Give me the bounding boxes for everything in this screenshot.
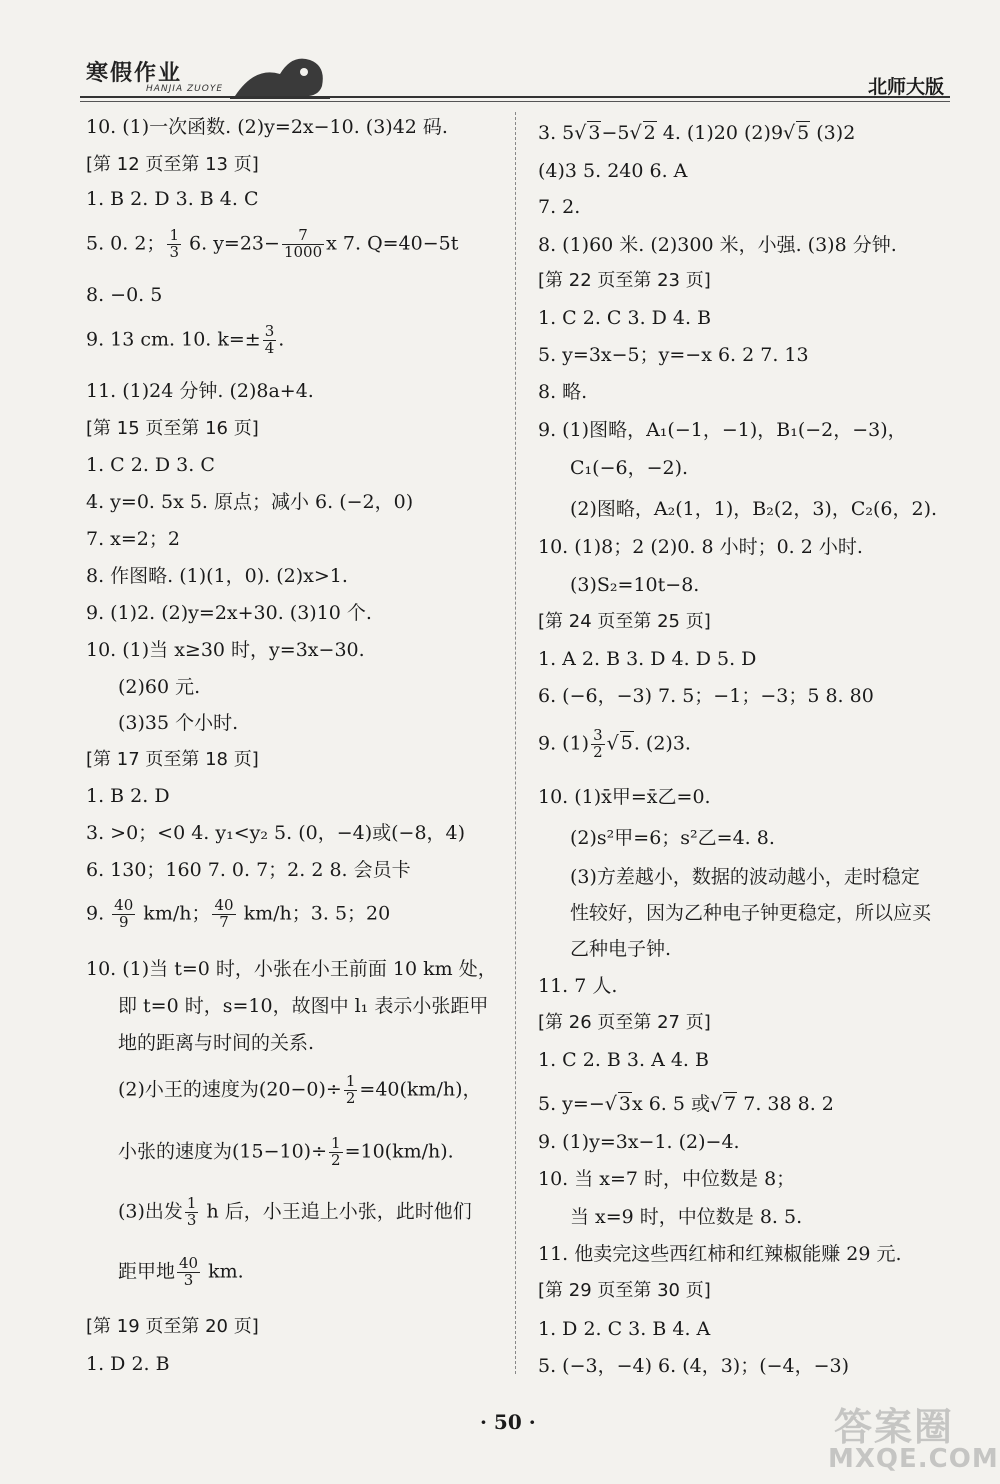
answer-line: 4. y=0. 5x 5. 原点；减小 6. (−2，0) (86, 491, 414, 513)
fraction: $\frac{3}{4}$ (264, 322, 275, 357)
answer-line: 8. 略. (538, 381, 588, 403)
answer-line: 9. (1)图略，A₁(−1，−1)，B₁(−2，−3)， (538, 419, 907, 441)
watermark-logo (814, 1394, 999, 1478)
answer-line: (3)出发 $\frac{1}{3}$ h 后，小王追上小张，此时他们 (118, 1194, 472, 1229)
answer-line: 9. $\frac{40}{9}$ km/h； $\frac{40}{7}$ km/h；3. 5；20 (86, 896, 391, 931)
fraction: $\frac{3}{2}$ (593, 726, 603, 761)
answer-line: (2)图略，A₂(1，1)，B₂(2，3)，C₂(6，2). (570, 498, 938, 520)
answer-line: (4)3 5. 240 6. A (538, 160, 688, 182)
section-heading: [第 29 页至第 30 页] (538, 1280, 711, 1301)
answer-line: 地的距离与时间的关系. (118, 1032, 315, 1054)
answer-line: 1. C 2. C 3. D 4. B (538, 307, 712, 329)
column-divider (515, 112, 516, 1374)
answer-line: 9. (1)2. (2)y=2x+30. (3)10 个. (86, 602, 372, 624)
answer-line: 10. (1)当 x≥30 时，y=3x−30. (86, 639, 365, 661)
answer-line: 9. 13 cm. 10. k=± $\frac{3}{4}$ . (86, 322, 285, 357)
section-heading: [第 24 页至第 25 页] (538, 611, 711, 632)
page-header (80, 40, 950, 102)
answer-line: 当 x=9 时，中位数是 8. 5. (570, 1206, 803, 1228)
answer-line: 8. (1)60 米. (2)300 米，小强. (3)8 分钟. (538, 234, 897, 256)
answer-line: C₁(−6，−2). (570, 457, 689, 479)
answer-line: 乙种电子钟. (570, 938, 672, 960)
watermark-url: MXQE.COM (828, 1444, 999, 1474)
answer-line: 性较好，因为乙种电子钟更稳定，所以应买 (570, 902, 932, 924)
answer-line: 10. (1)x̄甲=x̄乙=0. (538, 786, 711, 808)
fraction: $\frac{40}{9}$ (114, 896, 134, 931)
answer-line: (3)方差越小，数据的波动越小，走时稳定 (570, 866, 920, 888)
answer-line: 11. (1)24 分钟. (2)8a+4. (86, 380, 314, 402)
answer-line: 3. >0；<0 4. y₁<y₂ 5. (0，−4)或(−8，4) (86, 822, 466, 844)
answer-line: 8. 作图略. (1)(1，0). (2)x>1. (86, 565, 348, 587)
section-heading: [第 12 页至第 13 页] (86, 154, 259, 175)
fraction: $\frac{7}{1000}$ (283, 226, 323, 261)
section-heading: [第 22 页至第 23 页] (538, 270, 711, 291)
answer-line: (2)小王的速度为(20−0)÷ $\frac{1}{2}$ =40(km/h)， (118, 1072, 482, 1107)
answer-line: 小张的速度为(15−10)÷ $\frac{1}{2}$ =10(km/h). (118, 1134, 454, 1169)
answer-line: 即 t=0 时，s=10，故图中 l₁ 表示小张距甲 (118, 995, 489, 1017)
answer-line: (2)60 元. (118, 676, 201, 698)
answer-line: 5. y=−√ 3x 6. 5 或√ 7 7. 38 8. 2 (538, 1093, 834, 1115)
answer-line: (3)35 个小时. (118, 712, 239, 734)
answer-line: 5. 0. 2； $\frac{1}{3}$ 6. y=23− $\frac{7}{1000}$ x 7. Q=40−5t (86, 226, 459, 261)
answer-line: 1. D 2. B (86, 1353, 170, 1375)
answer-line: 6. (−6，−3) 7. 5；−1；−3；5 8. 80 (538, 685, 874, 707)
answer-line: 11. 7 人. (538, 975, 618, 997)
header-rule-thin (80, 101, 950, 102)
fraction: $\frac{1}{3}$ (186, 1194, 197, 1229)
answer-line: (3)S₂=10t−8. (570, 574, 700, 596)
fraction: $\frac{40}{3}$ (179, 1254, 199, 1289)
answer-line: (2)s²甲=6；s²乙=4. 8. (570, 827, 775, 849)
edition-label: 北师大版 (867, 76, 944, 98)
fraction: $\frac{40}{7}$ (214, 896, 234, 931)
answer-line: 10. (1)当 t=0 时，小张在小王前面 10 km 处， (86, 958, 497, 980)
header-rule (80, 96, 950, 98)
answer-line: 11. 他卖完这些西红柿和红辣椒能赚 29 元. (538, 1243, 902, 1265)
section-heading: [第 19 页至第 20 页] (86, 1316, 259, 1337)
page-number: · 50 · (480, 1410, 536, 1434)
section-heading: [第 15 页至第 16 页] (86, 418, 259, 439)
answer-line: 1. B 2. D (86, 785, 170, 807)
answer-line: 10. (1)一次函数. (2)y=2x−10. (3)42 码. (86, 116, 448, 138)
answer-line: 9. (1)y=3x−1. (2)−4. (538, 1131, 740, 1153)
section-heading: [第 26 页至第 27 页] (538, 1012, 711, 1033)
answer-line: 距甲地 $\frac{40}{3}$ km. (118, 1254, 244, 1289)
answer-line: 1. C 2. D 3. C (86, 454, 215, 476)
answer-line: 7. x=2；2 (86, 528, 180, 550)
answer-line: 8. −0. 5 (86, 284, 163, 306)
fraction: $\frac{1}{3}$ (169, 226, 179, 261)
fraction: $\frac{1}{2}$ (345, 1072, 356, 1107)
mascot-icon (230, 46, 330, 100)
answer-line: 3. 5√ 3−5√ 2 4. (1)20 (2)9√ 5 (3)2 (538, 122, 856, 144)
answer-line: 7. 2. (538, 196, 581, 218)
answer-line: 1. B 2. D 3. B 4. C (86, 188, 259, 210)
answer-line: 10. (1)8；2 (2)0. 8 小时；0. 2 小时. (538, 536, 863, 558)
section-heading: [第 17 页至第 18 页] (86, 749, 259, 770)
watermark-text: 答案圈 (834, 1405, 955, 1449)
answer-line: 6. 130；160 7. 0. 7；2. 2 8. 会员卡 (86, 859, 411, 881)
answer-line: 1. D 2. C 3. B 4. A (538, 1318, 711, 1340)
answer-line: 1. C 2. B 3. A 4. B (538, 1049, 709, 1071)
fraction: $\frac{1}{2}$ (331, 1134, 341, 1169)
answer-line: 9. (1) $\frac{3}{2}$ √ 5. (2)3. (538, 726, 691, 761)
answer-line: 5. y=3x−5；y=−x 6. 2 7. 13 (538, 344, 809, 366)
book-logo-text: 寒假作业 (86, 60, 183, 86)
answer-line: 5. (−3，−4) 6. (4，3)；(−4，−3) (538, 1355, 850, 1377)
answer-line: 1. A 2. B 3. D 4. D 5. D (538, 648, 757, 670)
book-logo-subtitle: HANJIA ZUOYE (146, 84, 224, 94)
answer-line: 10. 当 x=7 时，中位数是 8； (538, 1168, 796, 1190)
